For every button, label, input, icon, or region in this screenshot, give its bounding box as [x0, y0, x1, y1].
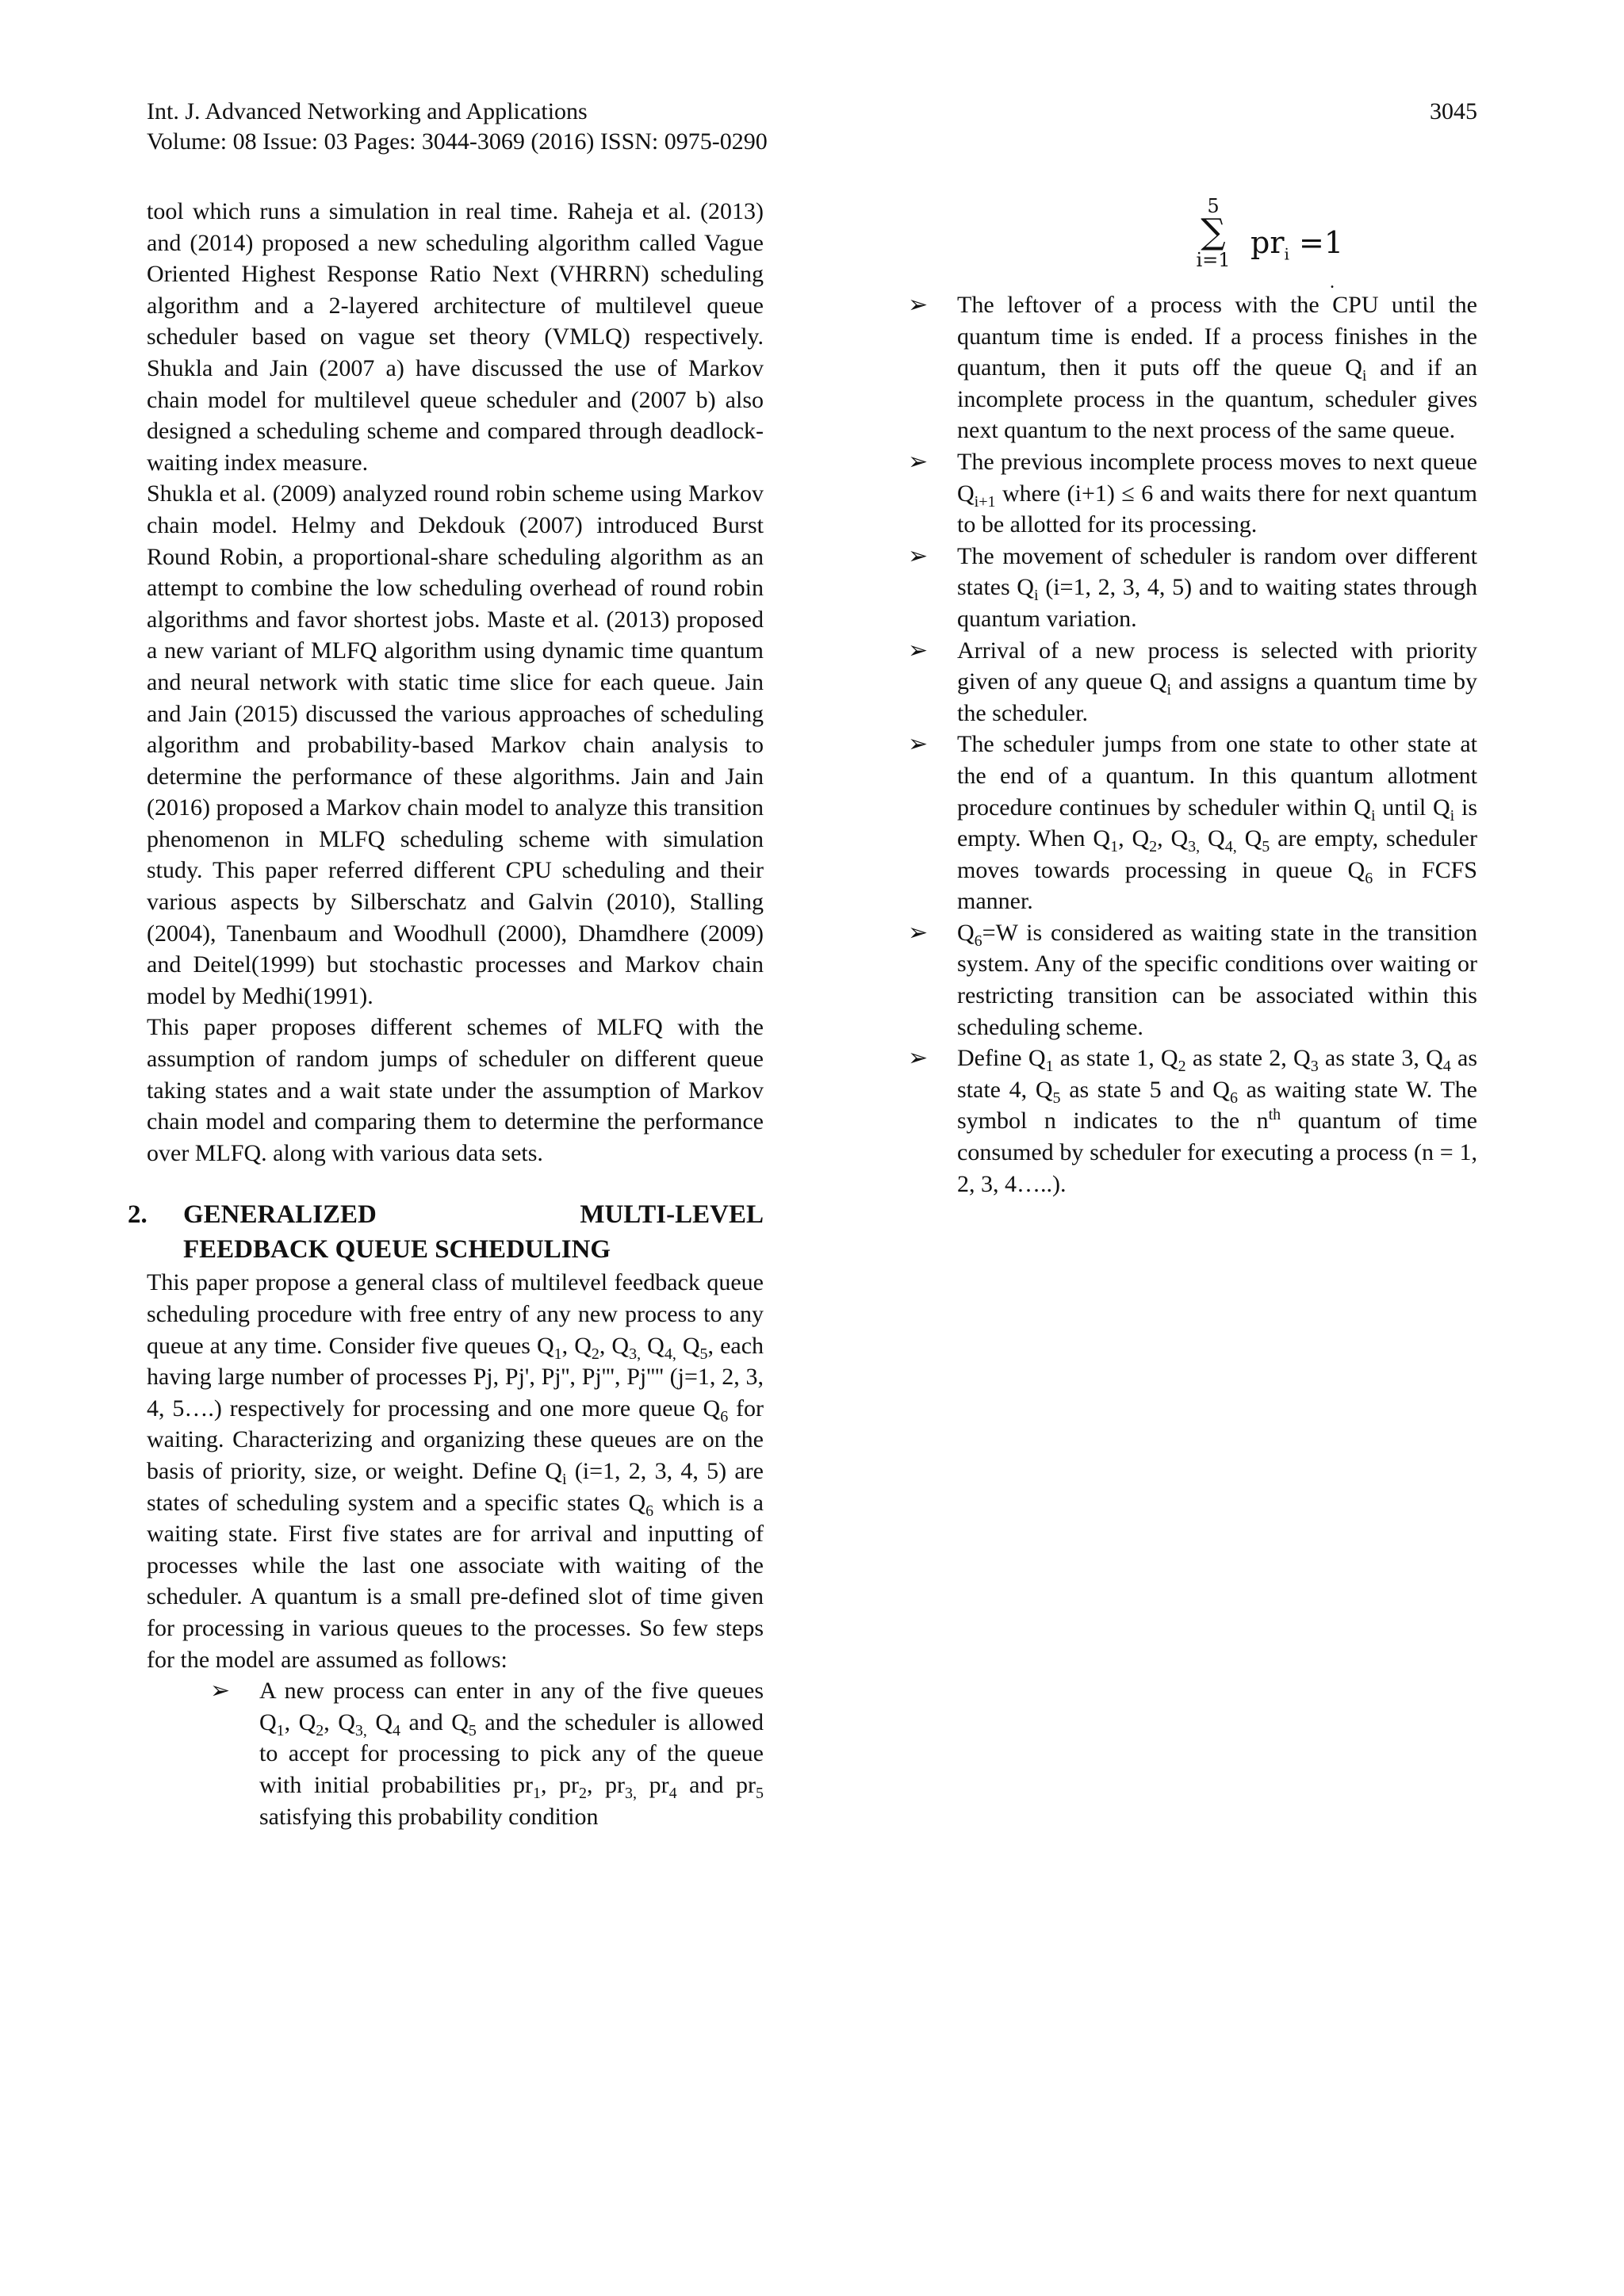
summation-icon: 5 ∑ i=1 — [1196, 195, 1231, 271]
assumption-list — [210, 1675, 764, 1832]
arrow-bullet-icon: ➢ — [908, 448, 929, 475]
page-number: 3045 — [1430, 98, 1477, 124]
probability-formula: 5 ∑ i=1 $pr_i =1$ . — [908, 196, 1477, 289]
list-item: ➢ Arrival of a new process is selected with priority given of any queue $Q_i$ and assigns a quantum time by the scheduler. — [908, 635, 1477, 729]
arrow-bullet-icon: ➢ — [908, 637, 929, 664]
list-item: ➢ Define $Q_1$ as state 1, $Q_2$ as state 2, $Q_3$ as state 3, $Q_4$ as state 4, $Q_5$ as state 5 and $Q_6$ as waiting state W. The symbol n indicates to the $n^{th}$ quantum of time consumed by scheduler for executing a process (n = 1, 2, 3, 4…..). — [908, 1043, 1477, 1200]
arrow-bullet-icon: ➢ — [908, 919, 929, 946]
paragraph: Shukla et al. (2009) analyzed round robin scheme using Markov chain model. Helmy and Dekdouk (2007) introduced Burst Round Robin, a proportional-share scheduling algorithm as an attempt to combine the low scheduling overhead of round robin algorithms and favor shortest jobs. Maste et al. (2013) proposed a new variant of MLFQ algorithm using dynamic time quantum and neural network with static time slice for each queue. Jain and Jain (2015) discussed the various approaches of scheduling algorithm and probability-based Markov chain analysis to determine the performance of these algorithms. Jain and Jain (2016) proposed a Markov chain model to analyze this transition phenomenon in MLFQ scheduling scheme with simulation study. This paper referred different CPU scheduling and their various aspects by Silberschatz and Galvin (2010), Stalling (2004), Tanenbaum and Woodhull (2000), Dhamdhere (2009) and Deitel(1999) but stochastic processes and Markov chain model by Medhi(1991). — [147, 480, 764, 1009]
list-item: ➢ The scheduler jumps from one state to other state at the end of a quantum. In this quantum allotment procedure continues by scheduler within $Q_i$ until $Q_i$ is empty. When $Q_1$, $Q_2$, $Q_{3,}$ $Q_{4,}$ $Q_5$ are empty, scheduler moves towards processing in queue $Q_6$ in FCFS manner. — [908, 729, 1477, 917]
list-item: ➢ The movement of scheduler is random over different states $Q_i$ (i=1, 2, 3, 4, 5) and to waiting states through quantum variation. — [908, 541, 1477, 635]
left-column — [128, 196, 764, 1832]
journal-name: Int. J. Advanced Networking and Applications — [147, 98, 588, 124]
arrow-bullet-icon: ➢ — [908, 542, 929, 569]
running-header — [147, 97, 1477, 157]
right-column — [908, 196, 1477, 1200]
arrow-bullet-icon: ➢ — [210, 1678, 231, 1705]
paragraph: tool which runs a simulation in real time. Raheja et al. (2013) and (2014) proposed a new scheduling algorithm called Vague Oriented Highest Response Ratio Next (VHRRN) scheduling algorithm and a 2-layered architecture of multilevel queue scheduler based on vague set theory (VMLQ) respectively. Shukla and Jain (2007 a) have discussed the use of Markov chain model for multilevel queue scheduler and (2007 b) also designed a scheduling scheme and compared through deadlock-waiting index measure. — [147, 198, 764, 476]
list-item: ➢ The previous incomplete process moves to next queue $Q_{i+1}$ where (i+1) ≤ 6 and waits there for next quantum to be allotted for its processing. — [908, 446, 1477, 541]
section-heading: 2. GENERALIZED MULTI-LEVEL FEEDBACK QUEUE SCHEDULING — [147, 1197, 764, 1267]
arrow-bullet-icon: ➢ — [908, 731, 929, 758]
list-item: ➢ A new process can enter in any of the five queues $Q_1$, $Q_2$, $Q_{3,}$ $Q_4$ and $Q_5$ and the scheduler is allowed to accept for processing to pick any of the queue with initial probabilities $pr_1$, $pr_2$, $pr_{3,}$ $pr_4$ and $pr_5$ satisfying this probability condition — [210, 1675, 764, 1832]
assumption-list — [908, 289, 1477, 1200]
paragraph: This paper propose a general class of multilevel feedback queue scheduling procedure with free entry of any new process to any queue at any time. Consider five queues $Q_1$, $Q_2$, $Q_{3,}$ $Q_{4,}$ $Q_5$, each having large number of processes Pj, Pj', Pj'', Pj''', Pj'''' (j=1, 2, 3, 4, 5….) respectively for processing and one more queue $Q_6$ for waiting. Characterizing and organizing these queues are on the basis of priority, size, or weight. Define $Q_i$ (i=1, 2, 3, 4, 5) are states of scheduling system and a specific states $Q_6$ which is a waiting state. First five states are for arrival and inputting of processes while the last one associate with waiting of the scheduler. A quantum is a small pre-defined slot of time given for processing in various queues to the processes. So few steps for the model are assumed as follows: — [147, 1269, 764, 1673]
paragraph: This paper proposes different schemes of MLFQ with the assumption of random jumps of scheduler on different queue taking states and a wait state under the assumption of Markov chain model and comparing them to determine the performance over MLFQ. along with various data sets. — [147, 1014, 764, 1166]
arrow-bullet-icon: ➢ — [908, 292, 929, 318]
arrow-bullet-icon: ➢ — [908, 1045, 929, 1072]
volume-info: Volume: 08 Issue: 03 Pages: 3044-3069 (2016) ISSN: 0975-0290 — [147, 128, 768, 155]
list-item: ➢ The leftover of a process with the CPU until the quantum time is ended. If a process finishes in the quantum, then it puts off the queue $Q_i$ and if an incomplete process in the quantum, scheduler gives next quantum to the next process of the same queue. — [908, 289, 1477, 446]
section-number: 2. — [128, 1200, 147, 1230]
list-item: ➢ $Q_6=W$ is considered as waiting state in the transition system. Any of the specific conditions over waiting or restricting transition can be associated within this scheduling scheme. — [908, 917, 1477, 1043]
